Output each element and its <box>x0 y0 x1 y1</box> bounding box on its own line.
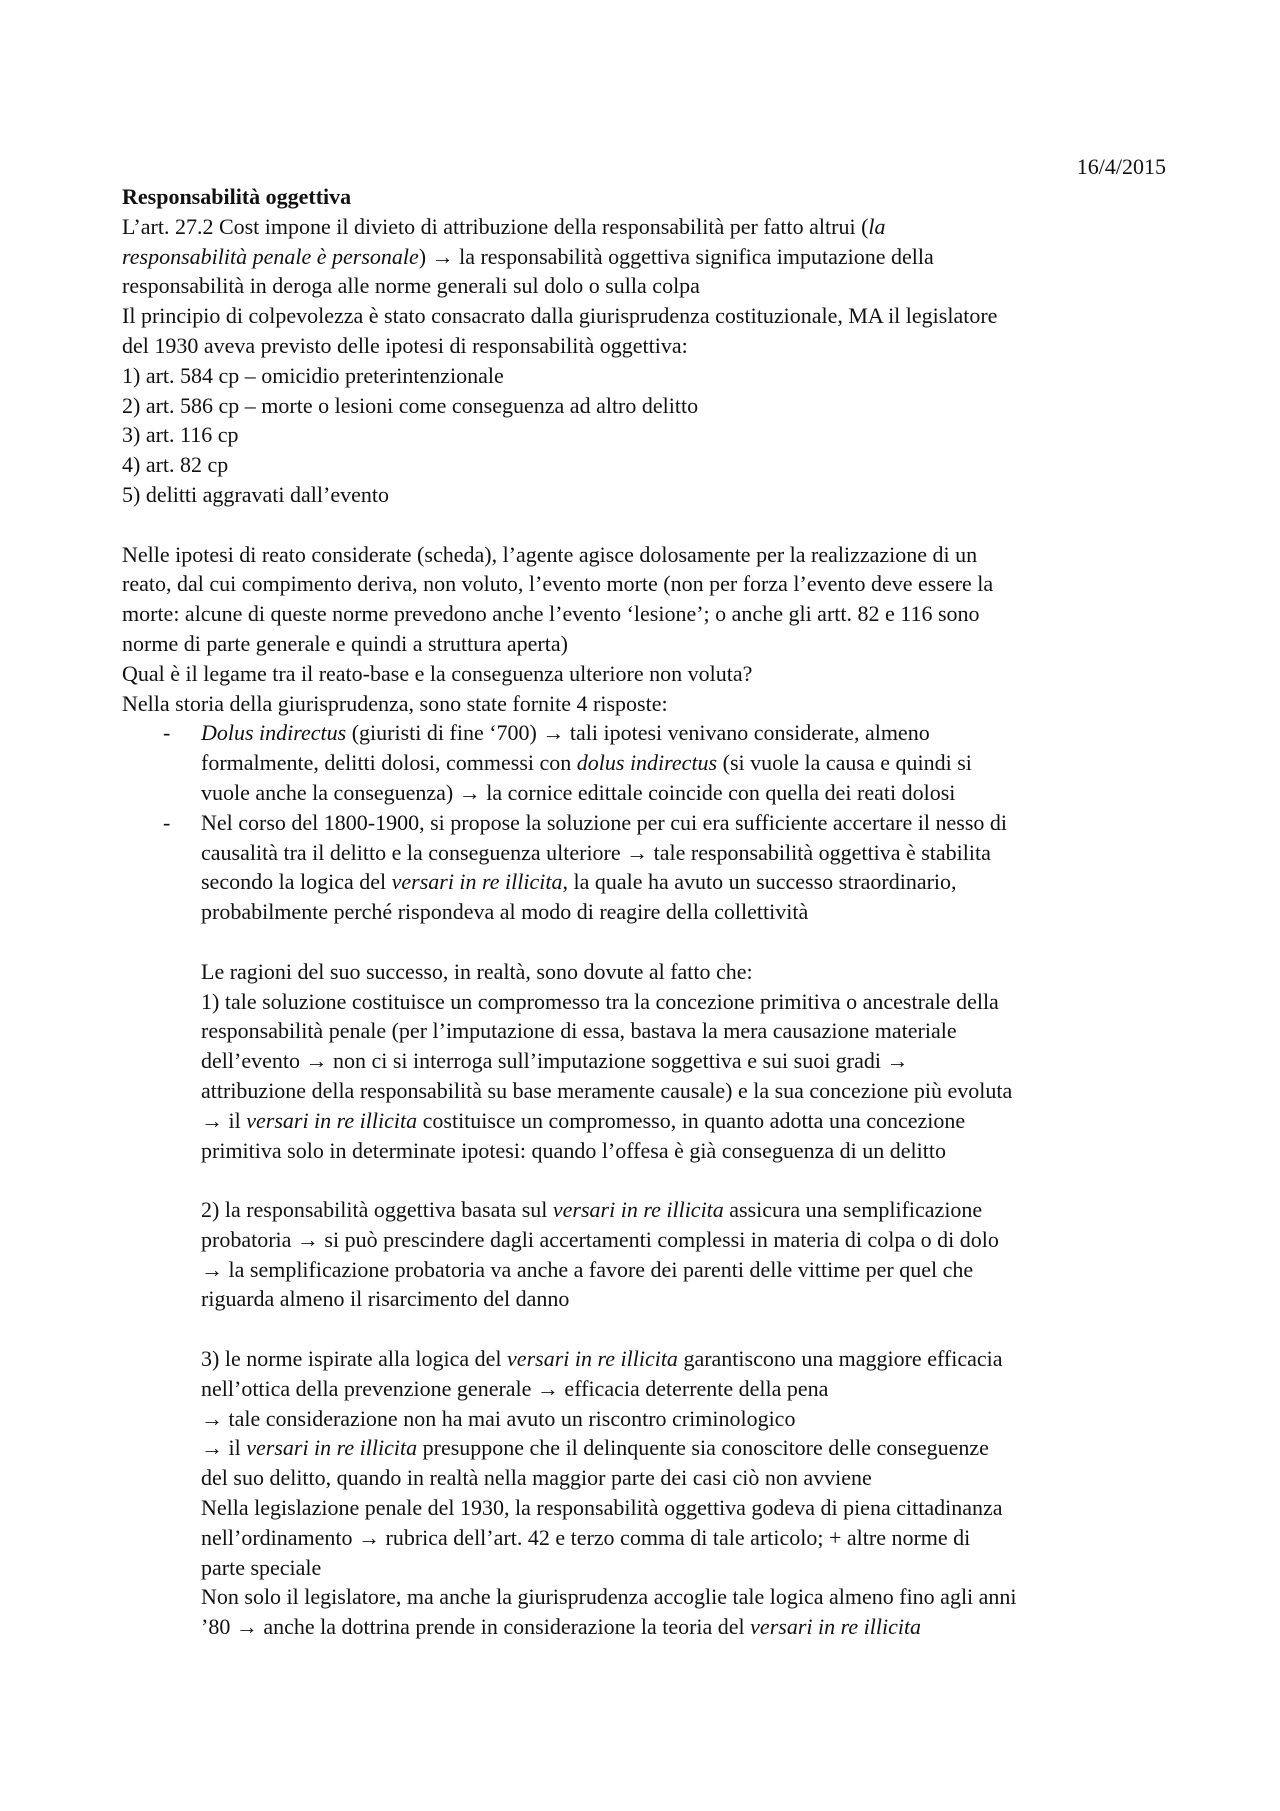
text-line <box>122 659 1172 689</box>
text-line <box>122 689 1172 719</box>
text-line <box>122 1612 1172 1642</box>
blank-line <box>122 1165 1172 1195</box>
text-line <box>122 420 1172 450</box>
text-line <box>122 629 1172 659</box>
text-run: (si vuole la causa e quindi si <box>717 750 972 776</box>
text-run: garantiscono una maggiore efficacia <box>677 1346 1003 1372</box>
text-line <box>122 1076 1172 1106</box>
italic-term: Dolus indirectus <box>201 720 347 746</box>
text-run: 2) la responsabilità oggettiva basata sul <box>201 1197 553 1223</box>
text-line <box>122 271 1172 301</box>
text-run: attribuzione della responsabilità su base meramente causale) e la sua concezione più evoluta <box>201 1077 1013 1103</box>
text-line <box>122 569 1172 599</box>
text-run: , la quale ha avuto un successo straordinario, <box>562 869 957 895</box>
text-run: 3) le norme ispirate alla logica del <box>201 1346 508 1372</box>
italic-term: versari in re illicita <box>507 1346 678 1372</box>
text-line <box>122 957 1172 987</box>
blank-line <box>122 510 1172 540</box>
text-line <box>122 1463 1172 1493</box>
italic-term: responsabilità penale è personale <box>122 243 419 269</box>
text-line <box>122 242 1172 272</box>
text-line <box>122 897 1172 927</box>
text-run: 2) art. 586 cp – morte o lesioni come conseguenza ad altro delitto <box>122 392 699 418</box>
text-run: primitiva solo in determinate ipotesi: quando l’offesa è già conseguenza di un delitto <box>201 1137 946 1163</box>
italic-term: versari in re illicita <box>246 1435 418 1461</box>
text-run: nell’ottica della prevenzione generale → efficacia deterrente della pena <box>201 1375 829 1401</box>
list-dash-marker: - <box>163 720 171 746</box>
text-run: del 1930 aveva previsto delle ipotesi di responsabilità oggettiva: <box>122 332 688 358</box>
text-line <box>122 450 1172 480</box>
text-run: (giuristi di fine ‘700) → tali ipotesi venivano considerate, almeno <box>346 720 930 746</box>
text-run: Il principio di colpevolezza è stato consacrato dalla giurisprudenza costituzionale, MA il legislatore <box>122 303 998 329</box>
text-run: → la semplificazione probatoria va anche a favore dei parenti delle vittime per quel che <box>201 1256 974 1282</box>
text-line <box>122 1523 1172 1553</box>
text-line <box>122 1284 1172 1314</box>
text-run: secondo la logica del <box>201 869 392 895</box>
text-run: probatoria → si può prescindere dagli accertamenti complessi in materia di colpa o di dolo <box>201 1226 999 1252</box>
text-line <box>122 1255 1172 1285</box>
text-run: vuole anche la conseguenza) → la cornice edittale coincide con quella dei reati dolosi <box>201 779 956 805</box>
text-run: assicura una semplificazione <box>723 1197 983 1223</box>
text-run: Non solo il legislatore, ma anche la giurisprudenza accoglie tale logica almeno fino agli anni <box>201 1584 1017 1610</box>
text-line <box>122 1493 1172 1523</box>
text-line <box>122 540 1172 570</box>
text-run: Nel corso del 1800-1900, si propose la soluzione per cui era sufficiente accertare il nesso di <box>201 809 1007 835</box>
text-run: Nelle ipotesi di reato considerate (scheda), l’agente agisce dolosamente per la realizzazione di un <box>122 541 978 567</box>
italic-term: versari in re illicita <box>246 1107 418 1133</box>
text-run: probabilmente perché rispondeva al modo di reagire della collettività <box>201 899 809 925</box>
italic-term: versari in re illicita <box>391 869 563 895</box>
blank-line <box>122 1314 1172 1344</box>
text-run: Qual è il legame tra il reato-base e la conseguenza ulteriore non voluta? <box>122 660 753 686</box>
text-run: nell’ordinamento → rubrica dell’art. 42 e terzo comma di tale articolo; + altre norme di <box>201 1524 971 1550</box>
text-line <box>122 838 1172 868</box>
text-line <box>122 391 1172 421</box>
text-line <box>122 599 1172 629</box>
text-line <box>122 1106 1172 1136</box>
text-line <box>122 1374 1172 1404</box>
text-line <box>122 1404 1172 1434</box>
text-line <box>122 1046 1172 1076</box>
text-line <box>122 301 1172 331</box>
text-run: → il <box>201 1107 247 1133</box>
text-line <box>122 1136 1172 1166</box>
text-run: dell’evento → non ci si interroga sull’imputazione soggettiva e sui suoi gradi → <box>201 1048 909 1074</box>
text-line <box>122 1433 1172 1463</box>
text-line <box>122 987 1172 1017</box>
text-line <box>122 867 1172 897</box>
text-run: costituisce un compromesso, in quanto adotta una concezione <box>417 1107 966 1133</box>
list-dash-marker: - <box>163 809 171 835</box>
italic-term: versari in re illicita <box>750 1614 922 1640</box>
italic-term: versari in re illicita <box>552 1197 724 1223</box>
text-run: responsabilità in deroga alle norme generali sul dolo o sulla colpa <box>122 273 700 299</box>
text-line <box>122 361 1172 391</box>
text-run: 3) art. 116 cp <box>122 422 239 448</box>
text-run: Nella storia della giurisprudenza, sono state fornite 4 risposte: <box>122 690 668 716</box>
text-run: riguarda almeno il risarcimento del danno <box>201 1286 570 1312</box>
text-run: Responsabilità oggettiva <box>122 184 352 209</box>
text-line <box>122 480 1172 510</box>
text-run: Le ragioni del suo successo, in realtà, sono dovute al fatto che: <box>201 958 753 984</box>
text-run: 5) delitti aggravati dall’evento <box>122 481 389 507</box>
italic-term: dolus indirectus <box>576 750 718 776</box>
text-line <box>122 1225 1172 1255</box>
text-run: 4) art. 82 cp <box>122 452 229 478</box>
text-run: Nella legislazione penale del 1930, la responsabilità oggettiva godeva di piena cittadinanza <box>201 1495 1003 1521</box>
list-item <box>122 808 1172 838</box>
text-line <box>122 1016 1172 1046</box>
text-run: del suo delitto, quando in realtà nella maggior parte dei casi ciò non avviene <box>201 1465 872 1491</box>
text-run: ’80 → anche la dottrina prende in considerazione la teoria del <box>201 1614 751 1640</box>
text-run: causalità tra il delitto e la conseguenza ulteriore → tale responsabilità oggettiva è stabilita <box>201 839 991 865</box>
text-line <box>122 1344 1172 1374</box>
text-line <box>122 1195 1172 1225</box>
text-run: L’art. 27.2 Cost impone il divieto di attribuzione della responsabilità per fatto altrui ( <box>122 213 869 239</box>
document-body <box>122 182 1172 1642</box>
text-run: presuppone che il delinquente sia conoscitore delle conseguenze <box>417 1435 989 1461</box>
document-date: 16/4/2015 <box>1076 154 1166 179</box>
text-run: responsabilità penale (per l’imputazione di essa, bastava la mera causazione materiale <box>201 1018 957 1044</box>
text-run: norme di parte generale e quindi a struttura aperta) <box>122 630 568 656</box>
text-run: reato, dal cui compimento deriva, non voluto, l’evento morte (non per forza l’evento deve essere la <box>122 571 994 597</box>
list-item <box>122 718 1172 748</box>
text-run: → il <box>201 1435 247 1461</box>
blank-line <box>122 927 1172 957</box>
text-line <box>122 778 1172 808</box>
text-run: → tale considerazione non ha mai avuto un riscontro criminologico <box>201 1405 796 1431</box>
text-line <box>122 1553 1172 1583</box>
text-line <box>122 331 1172 361</box>
text-line <box>122 212 1172 242</box>
text-run: parte speciale <box>201 1554 322 1580</box>
text-line <box>122 1582 1172 1612</box>
document-title <box>122 182 1172 212</box>
text-run: formalmente, delitti dolosi, commessi con <box>201 750 577 776</box>
text-run: 1) tale soluzione costituisce un compromesso tra la concezione primitiva o ancestrale della <box>201 988 999 1014</box>
text-run: morte: alcune di queste norme prevedono anche l’evento ‘lesione’; o anche gli artt. 82 e 116 sono <box>122 601 980 627</box>
text-line <box>122 748 1172 778</box>
italic-term: la <box>868 213 886 239</box>
text-run: 1) art. 584 cp – omicidio preterintenzionale <box>122 362 504 388</box>
text-run: ) → la responsabilità oggettiva significa imputazione della <box>418 243 934 269</box>
